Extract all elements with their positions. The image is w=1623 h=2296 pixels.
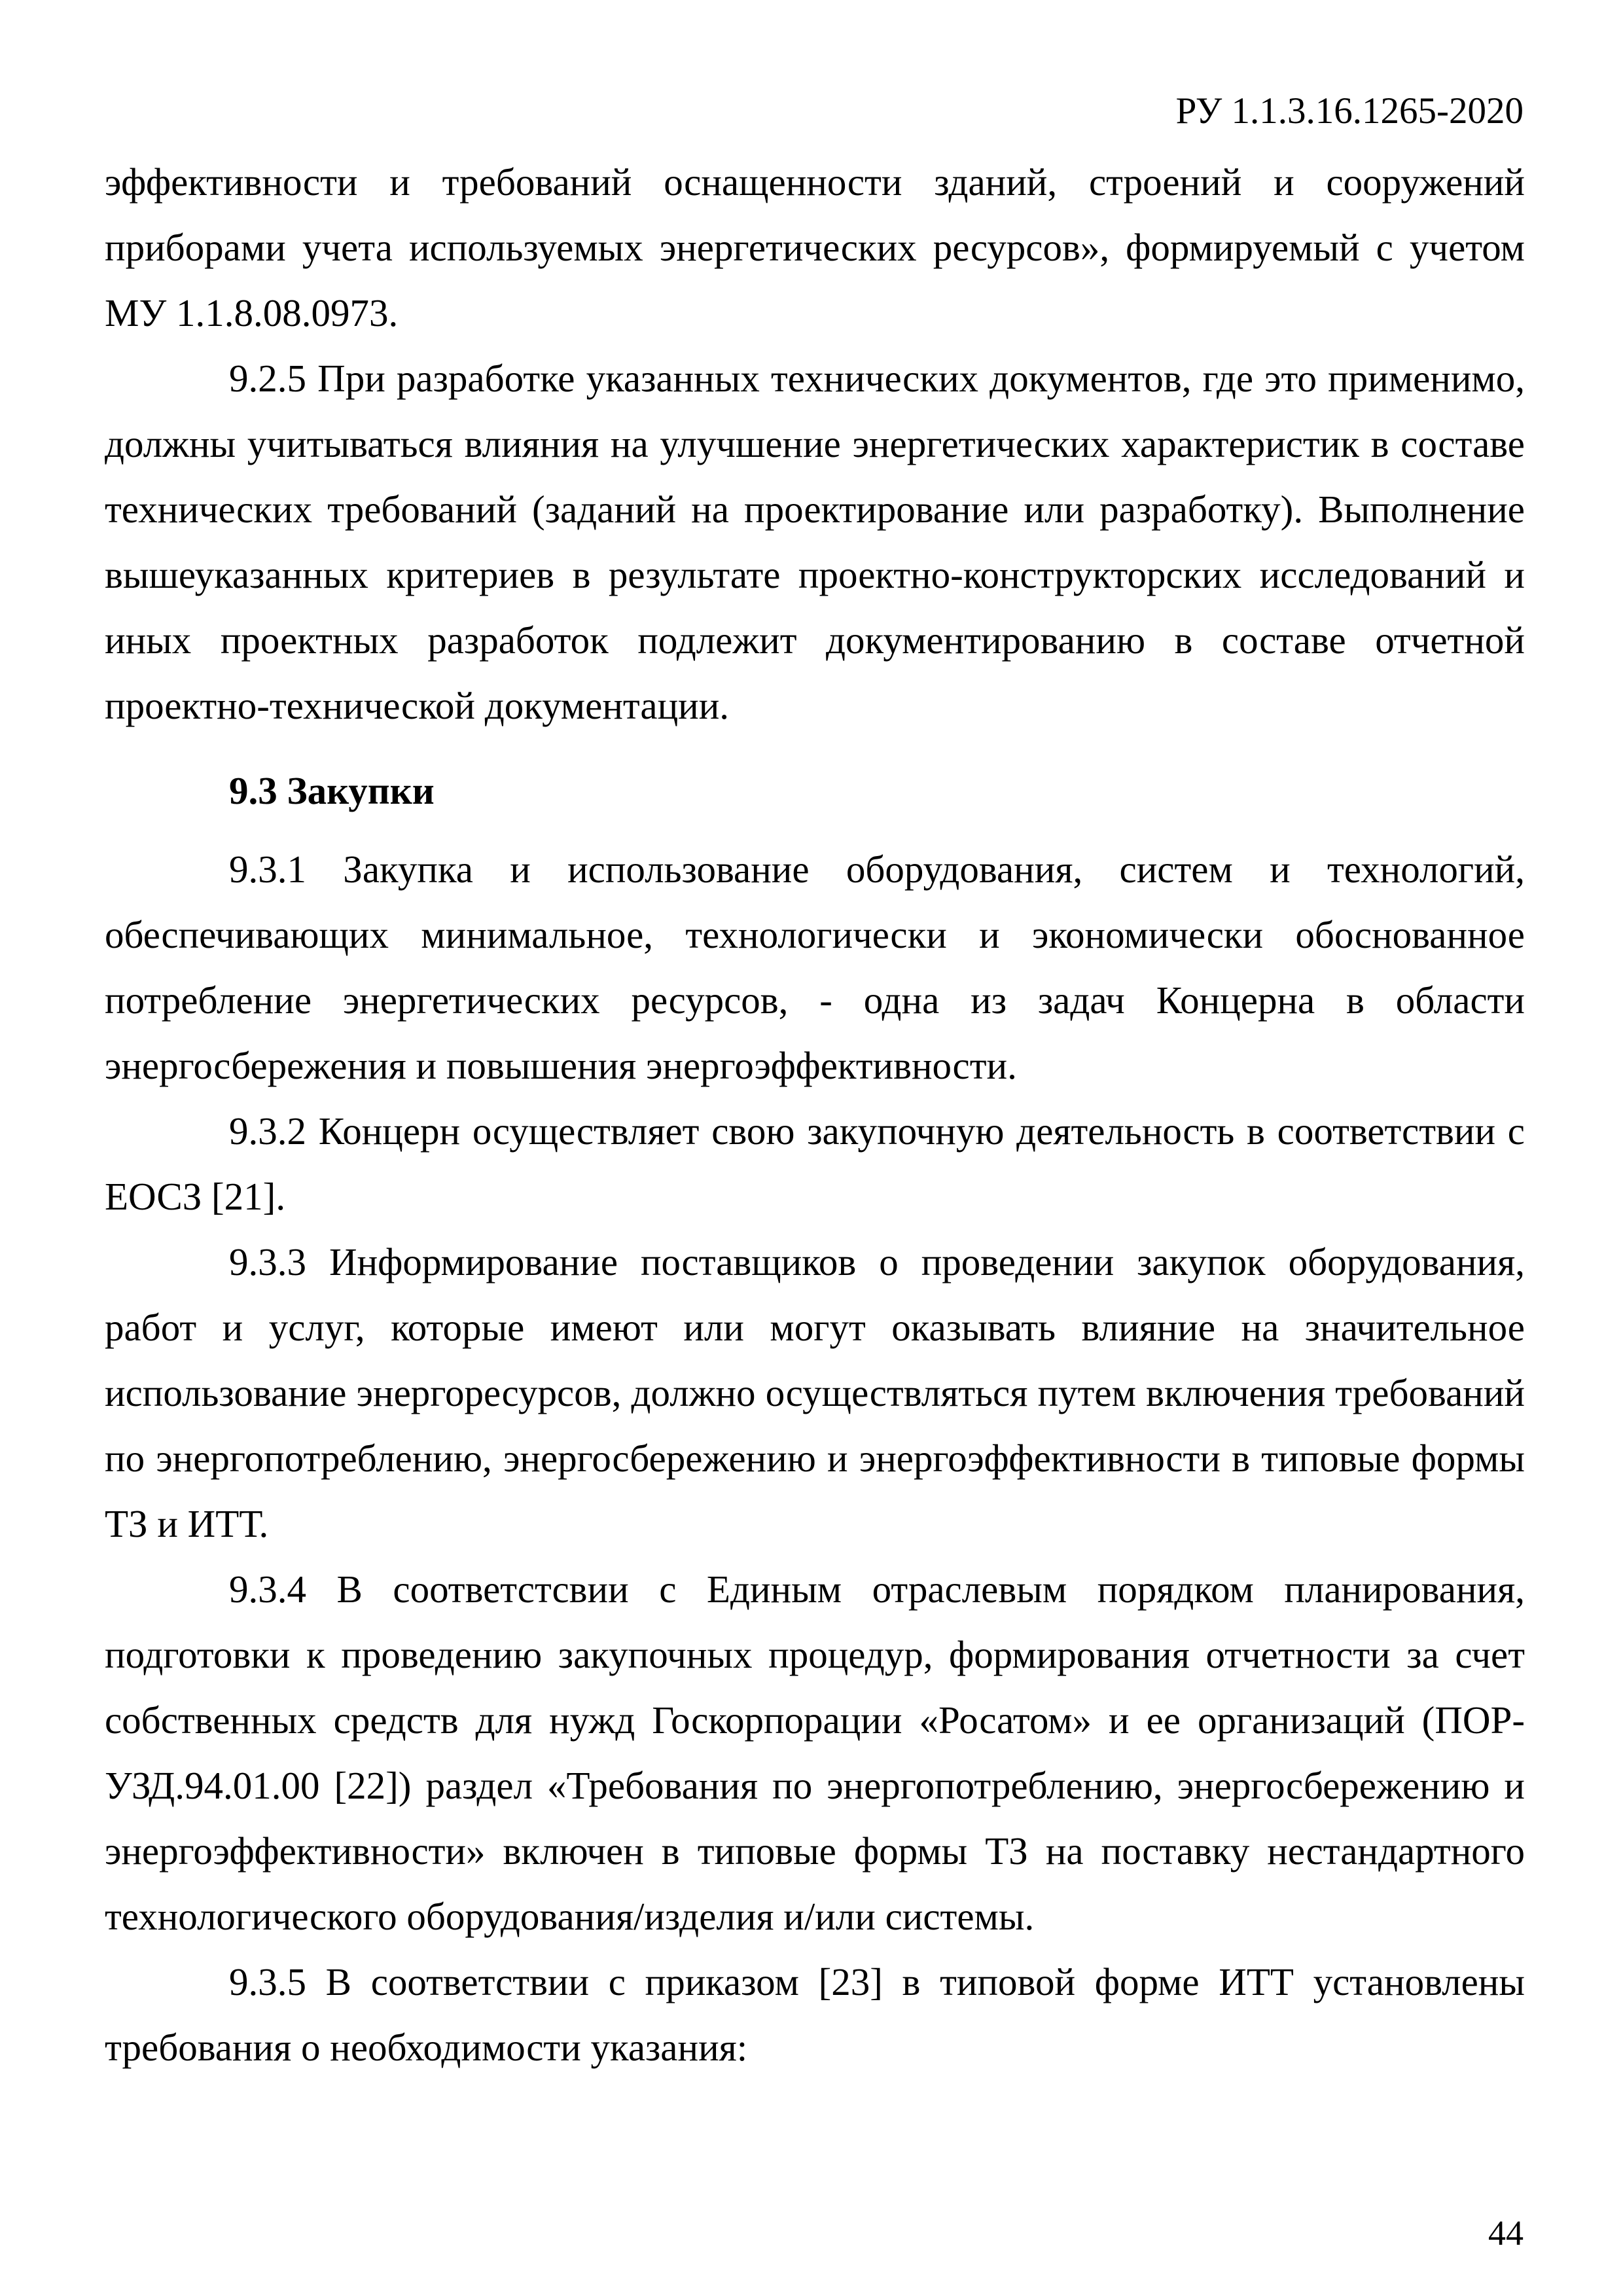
paragraph-9-3-4: 9.3.4 В соответстсвии с Единым отраслевым порядком планирования, подготовки к проведению закупочных процедур, формирования отчетности за счет собственных средств для нужд Госкорпорации «Росатом» и ее организаций (ПОР-УЗД.94.01.00 [22]) раздел «Требования по энергопотреблению, энергосбережению и энергоэффективности» включен в типовые формы ТЗ на поставку нестандартного технологического оборудования/изделия и/или системы. [105,1568,1525,1938]
document-body [105,149,1525,2080]
paragraph-9-3-2: 9.3.2 Концерн осуществляет свою закупочную деятельность в соответствии с ЕОСЗ [21]. [105,1109,1525,1218]
paragraph-9-3-5: 9.3.5 В соответствии с приказом [23] в типовой форме ИТТ установлены требования о необходимости указания: [105,1960,1525,2069]
section-heading-9-3: 9.3 Закупки [229,769,435,812]
page-number: 44 [1488,2214,1524,2253]
paragraph-9-3-1: 9.3.1 Закупка и использование оборудования, систем и технологий, обеспечивающих минимальное, технологически и экономически обоснованное потребление энергетических ресурсов, - одна из задач Концерна в области энергосбережения и повышения энергоэффективности. [105,848,1525,1087]
paragraph-continuation: эффективности и требований оснащенности зданий, строений и сооружений приборами учета используемых энергетических ресурсов», формируемый с учетом МУ 1.1.8.08.0973. [105,160,1525,334]
paragraph-9-2-5: 9.2.5 При разработке указанных технических документов, где это применимо, должны учитываться влияния на улучшение энергетических характеристик в составе технических требований (заданий на проектирование или разработку). Выполнение вышеуказанных критериев в результате проектно-конструкторских исследований и иных проектных разработок подлежит документированию в составе отчетной проектно-технической документации. [105,357,1525,727]
document-code-header: РУ 1.1.3.16.1265-2020 [1175,90,1524,132]
paragraph-9-3-3: 9.3.3 Информирование поставщиков о проведении закупок оборудования, работ и услуг, которые имеют или могут оказывать влияние на значительное использование энергоресурсов, должно осуществляться путем включения требований по энергопотреблению, энергосбережению и энергоэффективности в типовые формы ТЗ и ИТТ. [105,1240,1525,1545]
